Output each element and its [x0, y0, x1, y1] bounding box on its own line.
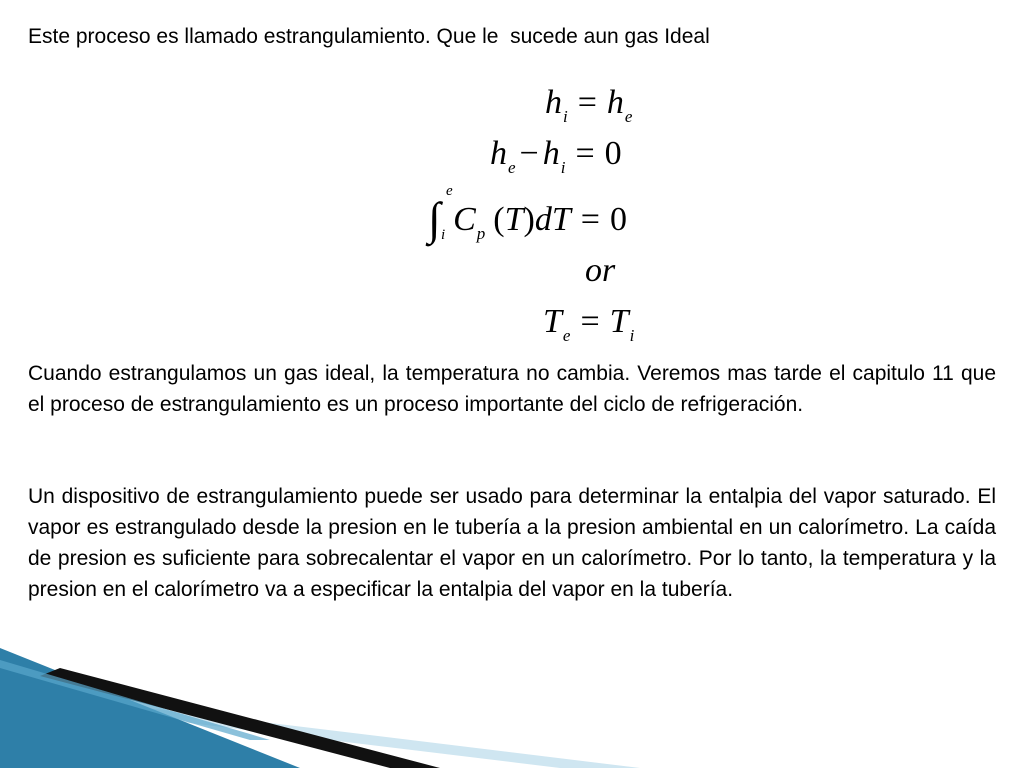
eq2-a: h — [490, 135, 507, 172]
eq2-minus: − — [519, 135, 539, 172]
eq2-rhs: 0 — [604, 135, 622, 172]
eq2-a-sub: e — [508, 158, 516, 177]
eq4-op: = — [580, 303, 600, 340]
eq1-rhs-sub: e — [624, 107, 633, 126]
slide-title: Este proceso es llamado estrangulamiento. Que le sucede aun gas Ideal — [28, 25, 710, 48]
integral-upper-limit: e — [446, 183, 453, 199]
eq3-c-sub: p — [476, 224, 486, 243]
eq3-lparen: ( — [493, 201, 505, 238]
eq3-c: C — [453, 201, 476, 238]
eq2-op: = — [575, 135, 595, 172]
integral-symbol: ∫ — [428, 193, 441, 244]
eq4-rhs-sub: i — [629, 326, 635, 345]
paragraph-ideal-gas: Cuando estrangulamos un gas ideal, la temperatura no cambia. Veremos mas tarde el capitulo 11 que el proceso de estrangulamiento es un proceso importante del ciclo de refrigeración. — [28, 362, 996, 416]
eq1-rhs: h — [606, 84, 624, 121]
eq3-rhs: 0 — [609, 201, 627, 238]
eq2-b-sub: i — [560, 158, 566, 177]
integral-lower-limit: i — [441, 227, 446, 243]
eq1-lhs: h — [545, 84, 562, 121]
eq1-op: = — [577, 84, 597, 121]
eq3-dt: dT — [534, 201, 571, 238]
eq4-lhs: T — [543, 303, 562, 340]
eq4-rhs: T — [609, 303, 629, 340]
eq3-op: = — [580, 201, 600, 238]
paragraph-calorimeter: Un dispositivo de estrangulamiento puede ser usado para determinar la entalpia del vapor saturado. El vapor es estrangulado desde la presion en le tubería a la presion ambiental en un calorímetro. La caída de presion es suficiente para sobrecalentar el vapor en un calorímetro. Por lo tanto, la temperatura y la presion en el calorímetro va a especificar la entalpia del vapor en la tubería. — [28, 485, 996, 601]
eq3-rparen: ) — [523, 201, 535, 238]
equation-connector-or: or — [585, 252, 616, 289]
eq2-b: h — [542, 135, 560, 172]
eq1-lhs-sub: i — [563, 107, 568, 126]
eq3-t: T — [504, 201, 524, 238]
eq4-lhs-sub: e — [562, 326, 571, 345]
